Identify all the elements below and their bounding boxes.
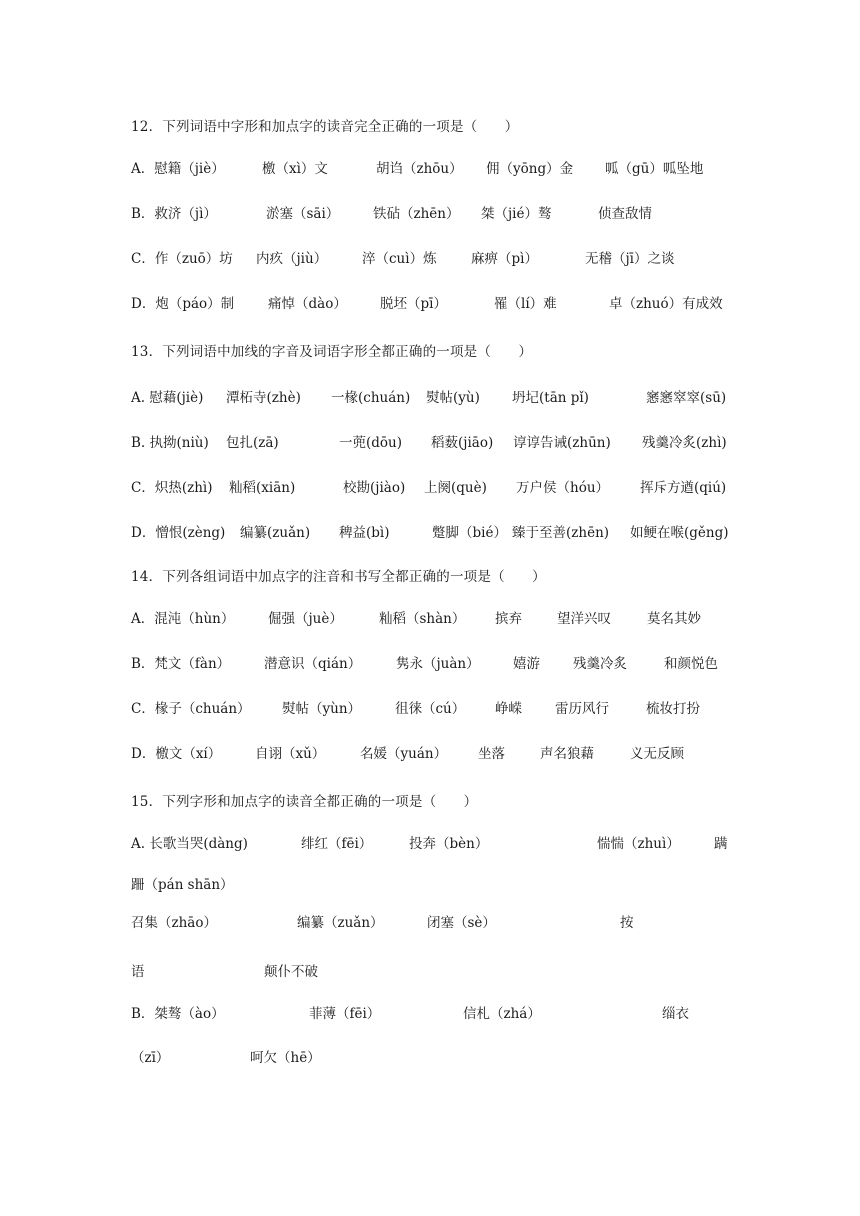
- option-term: 淬（cuì）炼: [362, 251, 437, 267]
- option-term: 潭柘寺(zhè): [226, 390, 301, 406]
- option-term: 峥嵘: [495, 701, 522, 717]
- option-term: 蹒: [714, 836, 728, 852]
- option-label-and-first-term: 跚（pán shān）: [131, 877, 234, 893]
- option-label-and-first-term: B．梵文（fàn）: [131, 656, 231, 672]
- option-term: 铁砧（zhēn）: [373, 206, 460, 222]
- option-label-and-first-term: A．慰籍（jiè）: [131, 161, 225, 177]
- option-label-and-first-term: D．憎恨(zèng): [131, 525, 226, 541]
- option-term: 编纂（zuǎn）: [297, 915, 384, 931]
- option-term: 编纂(zuǎn): [240, 525, 311, 541]
- option-term: 望洋兴叹: [557, 611, 611, 627]
- option-term: 莫名其妙: [647, 611, 701, 627]
- option-term: 雷历风行: [555, 701, 609, 717]
- option-term: 侦查敌情: [598, 206, 652, 222]
- option-term: 包扎(zā): [226, 435, 279, 451]
- option-term: 梳妆打扮: [646, 701, 700, 717]
- option-term: 万户侯（hóu）: [516, 480, 610, 496]
- question-text: 12．下列词语中字形和加点字的读音完全正确的一项是（ ）: [131, 119, 519, 135]
- option-term: 麻痹（pì）: [471, 251, 538, 267]
- option-term: 和颜悦色: [664, 656, 718, 672]
- option-label-and-first-term: B．救济（jì）: [131, 206, 217, 222]
- option-term: 一蔸(dōu): [339, 435, 402, 451]
- option-term: 自诩（xǔ）: [255, 746, 326, 762]
- option-term: 徂徕（cú）: [395, 701, 466, 717]
- option-term: 稻薮(jiāo): [431, 435, 494, 451]
- option-term: 桀（jié）骜: [481, 206, 552, 222]
- option-term: 隽永（juàn）: [396, 656, 480, 672]
- question-text: 15．下列字形和加点字的读音全都正确的一项是（ ）: [131, 794, 478, 810]
- question-text: 13．下列词语中加线的字音及词语字形全都正确的一项是（ ）: [131, 344, 533, 360]
- option-label-and-first-term: 语: [131, 964, 145, 980]
- option-term: 呵欠（hē）: [250, 1050, 321, 1066]
- option-term: 胡诌（zhōu）: [376, 161, 463, 177]
- option-term: 稗益(bì): [339, 525, 390, 541]
- option-label-and-first-term: B. 执拗(niù): [131, 435, 209, 451]
- option-term: 蹩脚（bié）: [432, 525, 507, 541]
- option-term: 校勘(jiào): [343, 480, 406, 496]
- option-term: 无稽（jī）之谈: [585, 251, 675, 267]
- option-label-and-first-term: D．炮（páo）制: [131, 296, 235, 312]
- option-term: 菲薄（fēi）: [309, 1006, 381, 1022]
- option-term: 颠仆不破: [264, 964, 318, 980]
- option-term: 窸窸窣窣(sū): [646, 390, 727, 406]
- option-term: 惴惴（zhuì）: [597, 836, 680, 852]
- option-label-and-first-term: C．作（zuō）坊: [131, 251, 233, 267]
- option-term: 缁衣: [662, 1006, 689, 1022]
- option-term: 罹（lí）难: [494, 296, 557, 312]
- option-term: 潜意识（qián）: [264, 656, 362, 672]
- option-term: 熨帖（yùn）: [282, 701, 362, 717]
- option-term: 上阕(què): [424, 480, 487, 496]
- option-term: 信札（zhá）: [463, 1006, 541, 1022]
- option-term: 佣（yōng）金: [486, 161, 574, 177]
- question-text: 14．下列各组词语中加点字的注音和书写全都正确的一项是（ ）: [131, 569, 546, 585]
- option-term: 嬉游: [513, 656, 540, 672]
- option-term: 檄（xì）文: [262, 161, 328, 177]
- option-term: 挥斥方遒(qiú): [640, 480, 727, 496]
- option-term: 坍圮(tān pǐ): [512, 390, 589, 406]
- option-term: 闭塞（sè）: [427, 915, 496, 931]
- option-term: 一椽(chuán): [331, 390, 411, 406]
- option-term: 绯红（fēi）: [301, 836, 373, 852]
- option-term: 声名狼藉: [540, 746, 594, 762]
- option-term: 籼稻(xiān): [229, 480, 296, 496]
- option-label-and-first-term: C．炽热(zhì): [131, 480, 213, 496]
- option-label-and-first-term: B．桀骜（ào）: [131, 1006, 225, 1022]
- option-label-and-first-term: A．混沌（hùn）: [131, 611, 235, 627]
- option-term: 如鲠在喉(gěng): [630, 525, 729, 541]
- option-term: 投奔（bèn）: [409, 836, 489, 852]
- option-term: 残羹冷炙(zhì): [642, 435, 727, 451]
- option-term: 谆谆告诫(zhūn): [513, 435, 611, 451]
- option-term: 义无反顾: [630, 746, 684, 762]
- option-term: 卓（zhuó）有成效: [609, 296, 723, 312]
- option-term: 倔强（juè）: [268, 611, 343, 627]
- option-term: 摈弃: [495, 611, 522, 627]
- option-label-and-first-term: D．檄文（xí）: [131, 746, 222, 762]
- option-label-and-first-term: A. 长歌当哭(dàng): [131, 836, 248, 852]
- option-term: 残羹冷炙: [573, 656, 627, 672]
- option-term: 按: [620, 915, 634, 931]
- option-term: 呱（gū）呱坠地: [605, 161, 704, 177]
- option-term: 坐落: [478, 746, 505, 762]
- option-label-and-first-term: 召集（zhāo）: [131, 915, 217, 931]
- option-label-and-first-term: （zī）: [131, 1050, 170, 1066]
- option-term: 熨帖(yù): [426, 390, 480, 406]
- option-term: 淤塞（sāi）: [266, 206, 340, 222]
- option-label-and-first-term: C．椽子（chuán）: [131, 701, 251, 717]
- option-term: 内疚（jiù）: [256, 251, 328, 267]
- option-term: 痛悼（dào）: [268, 296, 347, 312]
- option-term: 臻于至善(zhēn): [512, 525, 610, 541]
- option-term: 脱坯（pī）: [380, 296, 447, 312]
- option-term: 籼稻（shàn）: [379, 611, 466, 627]
- option-label-and-first-term: A. 慰藉(jiè): [131, 390, 204, 406]
- option-term: 名媛（yuán）: [360, 746, 448, 762]
